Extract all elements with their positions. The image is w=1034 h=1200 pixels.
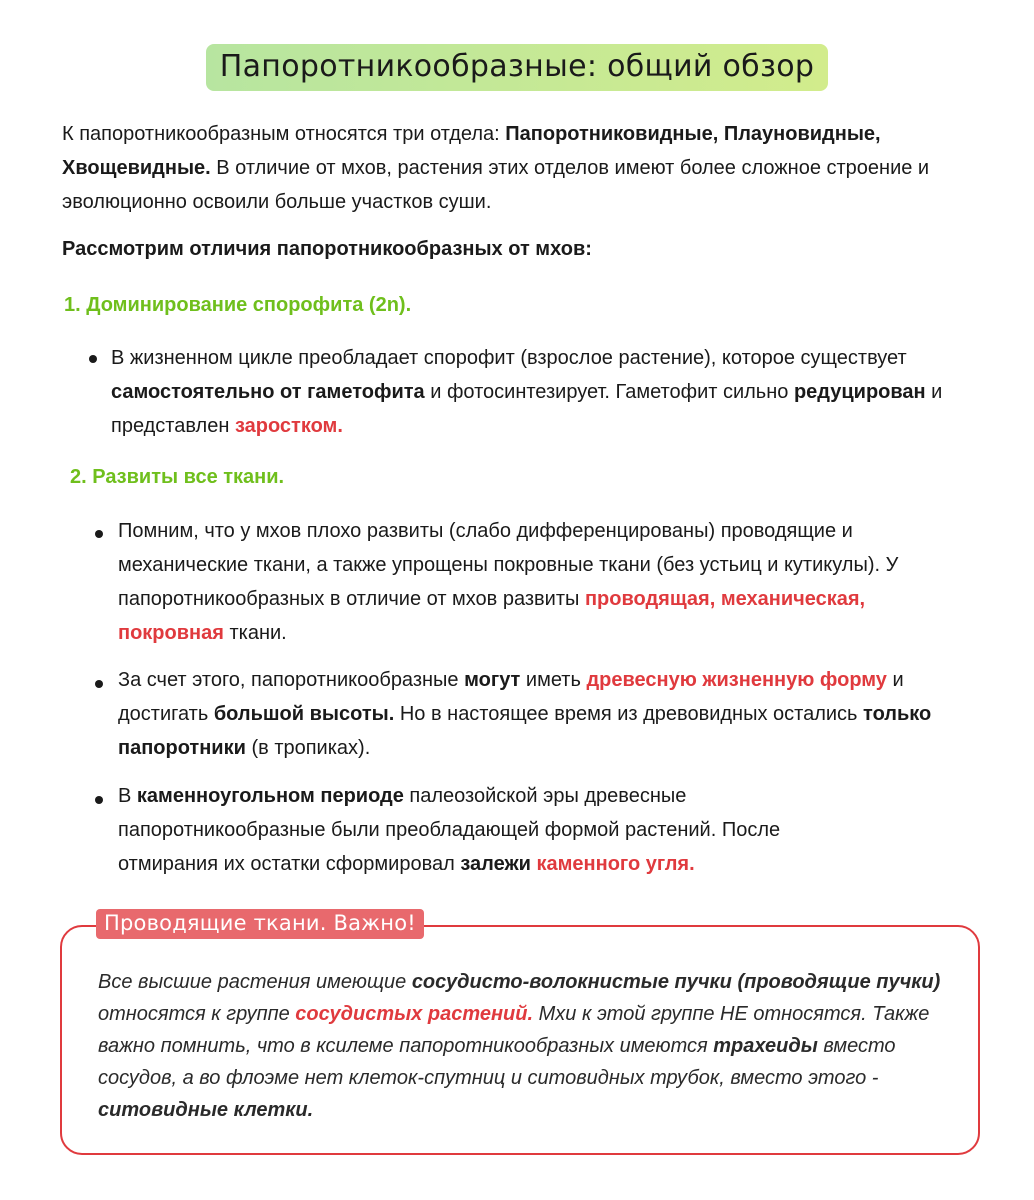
bullet-dot <box>89 355 97 363</box>
section2-bullet-1: Помним, что у мхов плохо развиты (слабо дифференцированы) проводящие и механические ткани, а также упрощены покровные ткани (без устьиц и кутикулы). У папоротникообразных в отличие от мхов развиты проводящая, механическая, покровная ткани. <box>118 520 899 644</box>
bullet-dot <box>95 530 103 538</box>
intro-paragraph: К папоротникообразным относятся три отдела: Папоротниковидные, Плауновидные, Хвощевидные. В отличие от мхов, растения этих отделов имеют более сложное строение и эволюционно освоили больше участков суши. <box>62 123 930 213</box>
important-note-label: Проводящие ткани. Важно! <box>96 909 424 939</box>
section1-heading: 1. Доминирование спорофита (2n). <box>64 294 412 316</box>
important-note-text: Все высшие растения имеющие сосудисто-волокнистые пучки (проводящие пучки) относятся к группе сосудистых растений. Мхи к этой группе НЕ относятся. Также важно помнить, что в ксилеме папоротникообразных имеются трахеиды вместо сосудов, а во флоэме нет клеток-спутниц и ситовидных трубок, вместо этого - ситовидные клетки. <box>98 971 941 1121</box>
section1-bullet: В жизненном цикле преобладает спорофит (взрослое растение), которое существует самостоятельно от гаметофита и фотосинтезирует. Гаметофит сильно редуцирован и представлен заростком. <box>111 347 943 437</box>
section2-bullet-3: В каменноугольном периоде палеозойской эры древесные папоротникообразные были преобладающей формой растений. После отмирания их остатки сформировал залежи каменного угля. <box>118 785 781 875</box>
section2-heading: 2. Развиты все ткани. <box>70 466 285 488</box>
subheading: Рассмотрим отличия папоротникообразных от мхов: <box>62 238 592 260</box>
section2-bullet-2: За счет этого, папоротникообразные могут иметь древесную жизненную форму и достигать большой высоты. Но в настоящее время из древовидных остались только папоротники (в тропиках). <box>118 669 932 759</box>
page-title: Папоротникообразные: общий обзор <box>206 44 828 91</box>
bullet-dot <box>95 796 103 804</box>
bullet-dot <box>95 680 103 688</box>
